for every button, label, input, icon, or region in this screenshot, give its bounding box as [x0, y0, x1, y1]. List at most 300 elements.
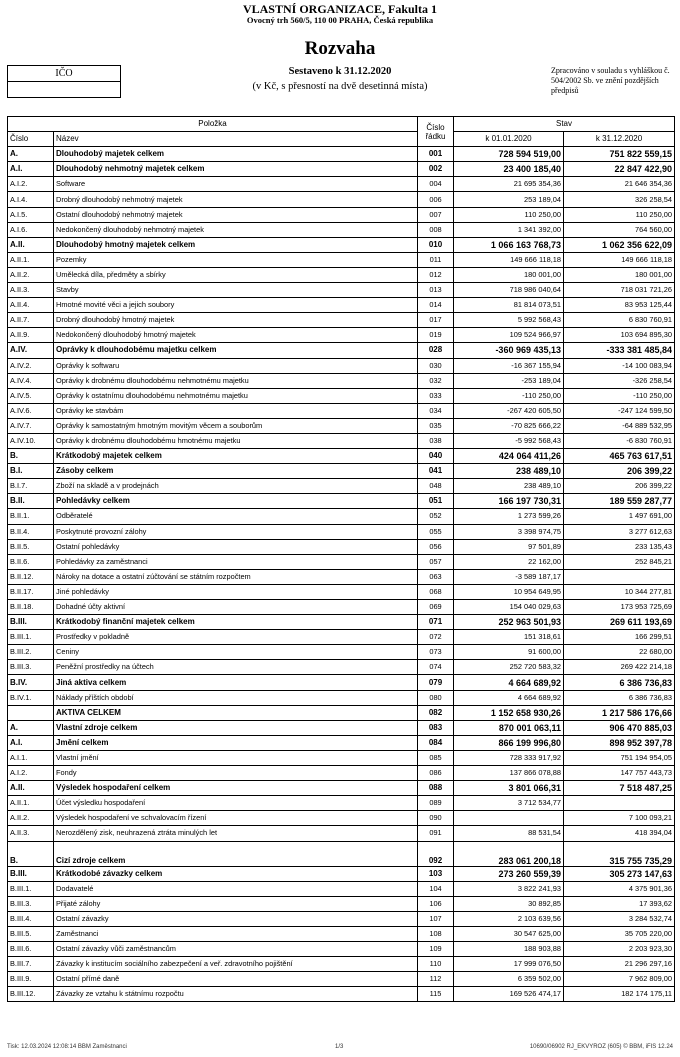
- table-row: [8, 615, 675, 630]
- value-end: 418 394,04: [564, 826, 675, 841]
- row-name: Drobný dlouhodobý hmotný majetek: [54, 313, 418, 328]
- value-start: 22 162,00: [454, 554, 564, 569]
- value-end: 110 250,00: [564, 207, 675, 222]
- value-start: -3 589 187,17: [454, 569, 564, 584]
- table-row: [8, 926, 675, 941]
- row-name: Stavby: [54, 283, 418, 298]
- table-row: [8, 433, 675, 448]
- table-row: [8, 750, 675, 765]
- row-number: 108: [418, 926, 454, 941]
- row-number: 082: [418, 705, 454, 720]
- table-row: [8, 811, 675, 826]
- row-name: Vlastní jmění: [54, 750, 418, 765]
- ico-value-box: [7, 81, 121, 98]
- value-end: 7 518 487,25: [564, 781, 675, 796]
- table-row: [8, 896, 675, 911]
- value-end: 22 847 422,90: [564, 162, 675, 177]
- value-start: 188 903,88: [454, 941, 564, 956]
- value-start: 283 061 200,18: [454, 841, 564, 866]
- row-number: 103: [418, 866, 454, 881]
- row-number: 007: [418, 207, 454, 222]
- row-code: B.III.5.: [8, 926, 54, 941]
- row-name: Umělecká díla, předměty a sbírky: [54, 267, 418, 282]
- value-start: -110 250,00: [454, 388, 564, 403]
- row-name: Dlouhodobý nehmotný majetek celkem: [54, 162, 418, 177]
- value-end: 315 755 735,29: [564, 841, 675, 866]
- table-row: [8, 826, 675, 841]
- table-row: [8, 972, 675, 987]
- value-end: 305 273 147,63: [564, 866, 675, 881]
- table-row: [8, 207, 675, 222]
- row-number: 010: [418, 237, 454, 252]
- row-name: Výsledek hospodaření ve schvalovacím řízení: [54, 811, 418, 826]
- table-row: [8, 539, 675, 554]
- value-start: 151 318,61: [454, 630, 564, 645]
- row-code: A.IV.2.: [8, 358, 54, 373]
- row-code: A.IV.: [8, 343, 54, 358]
- row-name: Ceniny: [54, 645, 418, 660]
- header-cislo: Číslo: [8, 132, 54, 147]
- row-code: A.II.3.: [8, 826, 54, 841]
- row-number: 004: [418, 177, 454, 192]
- row-code: A.I.5.: [8, 207, 54, 222]
- value-start: 3 822 241,93: [454, 881, 564, 896]
- value-start: -360 969 435,13: [454, 343, 564, 358]
- row-name: Hmotné movité věci a jejich soubory: [54, 298, 418, 313]
- footer-print-info: Tisk: 12.03.2024 12:08:14 BBM Zaměstnanci: [7, 1044, 127, 1050]
- table-row: [8, 675, 675, 690]
- row-number: 068: [418, 584, 454, 599]
- table-row: [8, 162, 675, 177]
- table-row: [8, 313, 675, 328]
- row-number: 110: [418, 957, 454, 972]
- row-code: A.I.2.: [8, 177, 54, 192]
- row-name: Peněžní prostředky na účtech: [54, 660, 418, 675]
- value-end: 21 646 354,36: [564, 177, 675, 192]
- value-start: -5 992 568,43: [454, 433, 564, 448]
- value-end: 906 470 885,03: [564, 720, 675, 735]
- value-end: 206 399,22: [564, 464, 675, 479]
- table-row: [8, 630, 675, 645]
- table-row: [8, 192, 675, 207]
- value-end: 751 822 559,15: [564, 147, 675, 162]
- row-number: 083: [418, 720, 454, 735]
- table-row: [8, 177, 675, 192]
- value-end: 35 705 220,00: [564, 926, 675, 941]
- table-row: [8, 373, 675, 388]
- table-row: [8, 449, 675, 464]
- row-number: 033: [418, 388, 454, 403]
- organization-name: VLASTNÍ ORGANIZACE, Fakulta 1: [242, 2, 438, 16]
- header-row-number: Číslo řádku: [418, 117, 454, 147]
- table-row: [8, 584, 675, 599]
- row-number: 048: [418, 479, 454, 494]
- table-row: [8, 554, 675, 569]
- value-start: 424 064 411,26: [454, 449, 564, 464]
- row-code: A.I.: [8, 735, 54, 750]
- row-name: Přijaté zálohy: [54, 896, 418, 911]
- row-name: Dlouhodobý majetek celkem: [54, 147, 418, 162]
- row-number: 115: [418, 987, 454, 1002]
- row-code: A.II.9.: [8, 328, 54, 343]
- table-row: [8, 524, 675, 539]
- row-name: Krátkodobý majetek celkem: [54, 449, 418, 464]
- row-number: 086: [418, 766, 454, 781]
- value-start: 6 359 502,00: [454, 972, 564, 987]
- value-end: -6 830 760,91: [564, 433, 675, 448]
- row-code: B.II.5.: [8, 539, 54, 554]
- value-start: 728 333 917,92: [454, 750, 564, 765]
- value-end: 326 258,54: [564, 192, 675, 207]
- table-row: [8, 881, 675, 896]
- row-number: 017: [418, 313, 454, 328]
- header-stav: Stav: [454, 117, 675, 132]
- row-number: 040: [418, 449, 454, 464]
- balance-sheet-table: [7, 116, 675, 1002]
- row-name: Vlastní zdroje celkem: [54, 720, 418, 735]
- value-start: 1 066 163 768,73: [454, 237, 564, 252]
- document-date: Sestaveno k 31.12.2020: [288, 66, 392, 77]
- value-end: 10 344 277,81: [564, 584, 675, 599]
- table-row: [8, 358, 675, 373]
- row-name: Nerozdělený zisk, neuhrazená ztráta minulých let: [54, 826, 418, 841]
- value-start: 97 501,89: [454, 539, 564, 554]
- table-row: [8, 343, 675, 358]
- row-name: Nároky na dotace a ostatní zúčtování se státním rozpočtem: [54, 569, 418, 584]
- row-name: Nedokončený dlouhodobý hmotný majetek: [54, 328, 418, 343]
- row-number: 073: [418, 645, 454, 660]
- row-name: Náklady příštích období: [54, 690, 418, 705]
- table-row: [8, 957, 675, 972]
- row-code: [8, 705, 54, 720]
- value-start: 21 695 354,36: [454, 177, 564, 192]
- row-name: Jiné pohledávky: [54, 584, 418, 599]
- row-code: B.III.3.: [8, 660, 54, 675]
- row-code: B.III.1.: [8, 630, 54, 645]
- value-start: 252 720 583,32: [454, 660, 564, 675]
- row-name: Cizí zdroje celkem: [54, 841, 418, 866]
- row-code: B.II.18.: [8, 600, 54, 615]
- value-start: 23 400 185,40: [454, 162, 564, 177]
- row-number: 074: [418, 660, 454, 675]
- row-name: Ostatní dlouhodobý nehmotný majetek: [54, 207, 418, 222]
- row-number: 041: [418, 464, 454, 479]
- value-start: -267 420 605,50: [454, 403, 564, 418]
- value-end: 764 560,00: [564, 222, 675, 237]
- row-name: Drobný dlouhodobý nehmotný majetek: [54, 192, 418, 207]
- value-end: 269 611 193,69: [564, 615, 675, 630]
- row-name: Fondy: [54, 766, 418, 781]
- value-start: 30 547 625,00: [454, 926, 564, 941]
- row-name: Oprávky k drobnému dlouhodobému hmotnému majetku: [54, 433, 418, 448]
- value-start: 166 197 730,31: [454, 494, 564, 509]
- row-name: AKTIVA CELKEM: [54, 705, 418, 720]
- row-name: Výsledek hospodaření celkem: [54, 781, 418, 796]
- value-end: 7 962 809,00: [564, 972, 675, 987]
- value-end: -14 100 083,94: [564, 358, 675, 373]
- row-name: Dohadné účty aktivní: [54, 600, 418, 615]
- row-name: Oprávky ke stavbám: [54, 403, 418, 418]
- header-date-end: k 31.12.2020: [564, 132, 675, 147]
- row-code: B.III.2.: [8, 645, 54, 660]
- row-number: 028: [418, 343, 454, 358]
- row-code: A.IV.5.: [8, 388, 54, 403]
- row-name: Jiná aktiva celkem: [54, 675, 418, 690]
- table-row: [8, 328, 675, 343]
- footer-page-number: 1/3: [335, 1044, 344, 1050]
- row-number: 001: [418, 147, 454, 162]
- row-name: Dodavatelé: [54, 881, 418, 896]
- table-row: [8, 735, 675, 750]
- value-start: 273 260 559,39: [454, 866, 564, 881]
- row-code: B.II.1.: [8, 509, 54, 524]
- row-code: B.IV.1.: [8, 690, 54, 705]
- value-end: 233 135,43: [564, 539, 675, 554]
- row-name: Oprávky k softwaru: [54, 358, 418, 373]
- row-code: A.II.7.: [8, 313, 54, 328]
- row-number: 088: [418, 781, 454, 796]
- row-number: 055: [418, 524, 454, 539]
- value-start: 3 801 066,31: [454, 781, 564, 796]
- row-code: A.II.4.: [8, 298, 54, 313]
- value-end: 3 277 612,63: [564, 524, 675, 539]
- table-row: [8, 464, 675, 479]
- row-number: 002: [418, 162, 454, 177]
- value-start: 728 594 519,00: [454, 147, 564, 162]
- table-row: [8, 237, 675, 252]
- value-end: -110 250,00: [564, 388, 675, 403]
- table-row: [8, 720, 675, 735]
- row-name: Oprávky k drobnému dlouhodobému nehmotnému majetku: [54, 373, 418, 388]
- value-start: 3 398 974,75: [454, 524, 564, 539]
- row-name: Zboží na skladě a v prodejnách: [54, 479, 418, 494]
- row-code: B.I.: [8, 464, 54, 479]
- table-row: [8, 509, 675, 524]
- row-code: B.: [8, 841, 54, 866]
- row-name: Ostatní závazky: [54, 911, 418, 926]
- row-code: B.: [8, 449, 54, 464]
- row-number: 038: [418, 433, 454, 448]
- value-end: 7 100 093,21: [564, 811, 675, 826]
- value-start: [454, 811, 564, 826]
- value-end: 1 217 586 176,66: [564, 705, 675, 720]
- table-row: [8, 645, 675, 660]
- row-code: A.II.1.: [8, 252, 54, 267]
- table-row: [8, 766, 675, 781]
- value-start: -253 189,04: [454, 373, 564, 388]
- row-code: A.II.1.: [8, 796, 54, 811]
- row-number: 052: [418, 509, 454, 524]
- row-number: 071: [418, 615, 454, 630]
- table-row: [8, 418, 675, 433]
- value-end: 17 393,62: [564, 896, 675, 911]
- row-code: A.I.1.: [8, 750, 54, 765]
- value-start: 81 814 073,51: [454, 298, 564, 313]
- value-start: 2 103 639,56: [454, 911, 564, 926]
- row-name: Krátkodobý finanční majetek celkem: [54, 615, 418, 630]
- value-end: 3 284 532,74: [564, 911, 675, 926]
- row-code: A.IV.4.: [8, 373, 54, 388]
- value-end: -326 258,54: [564, 373, 675, 388]
- value-end: 718 031 721,26: [564, 283, 675, 298]
- table-row: [8, 781, 675, 796]
- row-code: B.I.7.: [8, 479, 54, 494]
- value-end: [564, 796, 675, 811]
- row-code: A.IV.6.: [8, 403, 54, 418]
- value-start: 1 341 392,00: [454, 222, 564, 237]
- value-start: 866 199 996,80: [454, 735, 564, 750]
- value-start: 91 600,00: [454, 645, 564, 660]
- table-row: [8, 388, 675, 403]
- header-polozka: Položka: [8, 117, 418, 132]
- table-row: [8, 941, 675, 956]
- value-start: 154 040 029,63: [454, 600, 564, 615]
- row-name: Software: [54, 177, 418, 192]
- row-code: A.I.4.: [8, 192, 54, 207]
- value-end: 166 299,51: [564, 630, 675, 645]
- row-code: B.III.9.: [8, 972, 54, 987]
- value-start: 1 152 658 930,26: [454, 705, 564, 720]
- row-name: Oprávky k samostatným hmotným movitým věcem a souborům: [54, 418, 418, 433]
- document-title: Rozvaha: [304, 38, 376, 59]
- row-number: 032: [418, 373, 454, 388]
- row-code: B.III.3.: [8, 896, 54, 911]
- table-row: [8, 267, 675, 282]
- value-end: 6 830 760,91: [564, 313, 675, 328]
- row-number: 008: [418, 222, 454, 237]
- row-number: 091: [418, 826, 454, 841]
- row-number: 107: [418, 911, 454, 926]
- value-end: 1 062 356 622,09: [564, 237, 675, 252]
- footer-system-info: 10690/06902 RJ_EKVYROZ (605) © BBM, iFIS 12.24: [529, 1044, 673, 1050]
- table-row: [8, 660, 675, 675]
- row-code: A.II.: [8, 237, 54, 252]
- value-start: 4 664 689,92: [454, 675, 564, 690]
- value-start: 4 664 689,92: [454, 690, 564, 705]
- row-code: B.III.7.: [8, 957, 54, 972]
- row-number: 019: [418, 328, 454, 343]
- row-name: Pohledávky celkem: [54, 494, 418, 509]
- value-end: 147 757 443,73: [564, 766, 675, 781]
- value-start: 1 273 599,26: [454, 509, 564, 524]
- header-nazev: Název: [54, 132, 418, 147]
- row-name: Jmění celkem: [54, 735, 418, 750]
- row-code: A.II.2.: [8, 811, 54, 826]
- value-end: -247 124 599,50: [564, 403, 675, 418]
- row-number: 079: [418, 675, 454, 690]
- value-end: 103 694 895,30: [564, 328, 675, 343]
- table-row: [8, 479, 675, 494]
- row-number: 034: [418, 403, 454, 418]
- row-number: 056: [418, 539, 454, 554]
- row-name: Dlouhodobý hmotný majetek celkem: [54, 237, 418, 252]
- row-name: Pozemky: [54, 252, 418, 267]
- row-number: 090: [418, 811, 454, 826]
- value-start: 17 999 076,50: [454, 957, 564, 972]
- value-start: 109 524 966,97: [454, 328, 564, 343]
- value-start: 149 666 118,18: [454, 252, 564, 267]
- row-number: 089: [418, 796, 454, 811]
- row-code: A.IV.7.: [8, 418, 54, 433]
- row-name: Závazky ze vztahu k státnímu rozpočtu: [54, 987, 418, 1002]
- table-row: [8, 911, 675, 926]
- row-number: 080: [418, 690, 454, 705]
- value-end: 465 763 617,51: [564, 449, 675, 464]
- row-number: 106: [418, 896, 454, 911]
- row-number: 104: [418, 881, 454, 896]
- row-name: Oprávky k dlouhodobému majetku celkem: [54, 343, 418, 358]
- row-name: Nedokončený dlouhodobý nehmotný majetek: [54, 222, 418, 237]
- row-code: B.III.6.: [8, 941, 54, 956]
- row-code: A.I.2.: [8, 766, 54, 781]
- value-end: 751 194 954,05: [564, 750, 675, 765]
- row-name: Odběratelé: [54, 509, 418, 524]
- row-code: B.III.4.: [8, 911, 54, 926]
- ico-label: IČO: [7, 65, 121, 82]
- row-number: 012: [418, 267, 454, 282]
- row-code: B.III.: [8, 615, 54, 630]
- row-code: B.III.12.: [8, 987, 54, 1002]
- table-row: [8, 283, 675, 298]
- row-number: 109: [418, 941, 454, 956]
- legal-note: Zpracováno v souladu s vyhláškou č. 504/2002 Sb. ve znění pozdějších předpisů: [551, 66, 670, 95]
- row-code: A.: [8, 720, 54, 735]
- row-name: Poskytnuté provozní zálohy: [54, 524, 418, 539]
- value-start: 10 954 649,95: [454, 584, 564, 599]
- row-number: 069: [418, 600, 454, 615]
- table-row: [8, 690, 675, 705]
- row-name: Pohledávky za zaměstnanci: [54, 554, 418, 569]
- organization-address: Ovocný trh 560/5, 110 00 PRAHA, Česká republika: [246, 15, 434, 25]
- row-number: 092: [418, 841, 454, 866]
- row-name: Ostatní pohledávky: [54, 539, 418, 554]
- row-number: 035: [418, 418, 454, 433]
- row-code: B.IV.: [8, 675, 54, 690]
- table-row: [8, 796, 675, 811]
- row-code: A.II.2.: [8, 267, 54, 282]
- header-date-start: k 01.01.2020: [454, 132, 564, 147]
- row-code: A.I.: [8, 162, 54, 177]
- row-number: 063: [418, 569, 454, 584]
- table-row: [8, 841, 675, 866]
- row-name: Ostatní závazky vůči zaměstnancům: [54, 941, 418, 956]
- row-code: B.II.6.: [8, 554, 54, 569]
- value-end: 6 386 736,83: [564, 690, 675, 705]
- row-number: 084: [418, 735, 454, 750]
- row-number: 085: [418, 750, 454, 765]
- row-number: 030: [418, 358, 454, 373]
- row-number: 057: [418, 554, 454, 569]
- value-end: -64 889 532,95: [564, 418, 675, 433]
- table-row: [8, 252, 675, 267]
- value-end: 189 559 287,77: [564, 494, 675, 509]
- table-row: [8, 298, 675, 313]
- value-start: 238 489,10: [454, 479, 564, 494]
- row-name: Ostatní přímé daně: [54, 972, 418, 987]
- row-name: Účet výsledku hospodaření: [54, 796, 418, 811]
- row-name: Krátkodobé závazky celkem: [54, 866, 418, 881]
- row-code: A.I.6.: [8, 222, 54, 237]
- row-code: A.II.: [8, 781, 54, 796]
- table-row: [8, 987, 675, 1002]
- row-number: 014: [418, 298, 454, 313]
- value-end: -333 381 485,84: [564, 343, 675, 358]
- row-code: B.III.: [8, 866, 54, 881]
- value-end: 6 386 736,83: [564, 675, 675, 690]
- value-start: 180 001,00: [454, 267, 564, 282]
- row-name: Oprávky k ostatnímu dlouhodobému nehmotnému majetku: [54, 388, 418, 403]
- value-end: 898 952 397,78: [564, 735, 675, 750]
